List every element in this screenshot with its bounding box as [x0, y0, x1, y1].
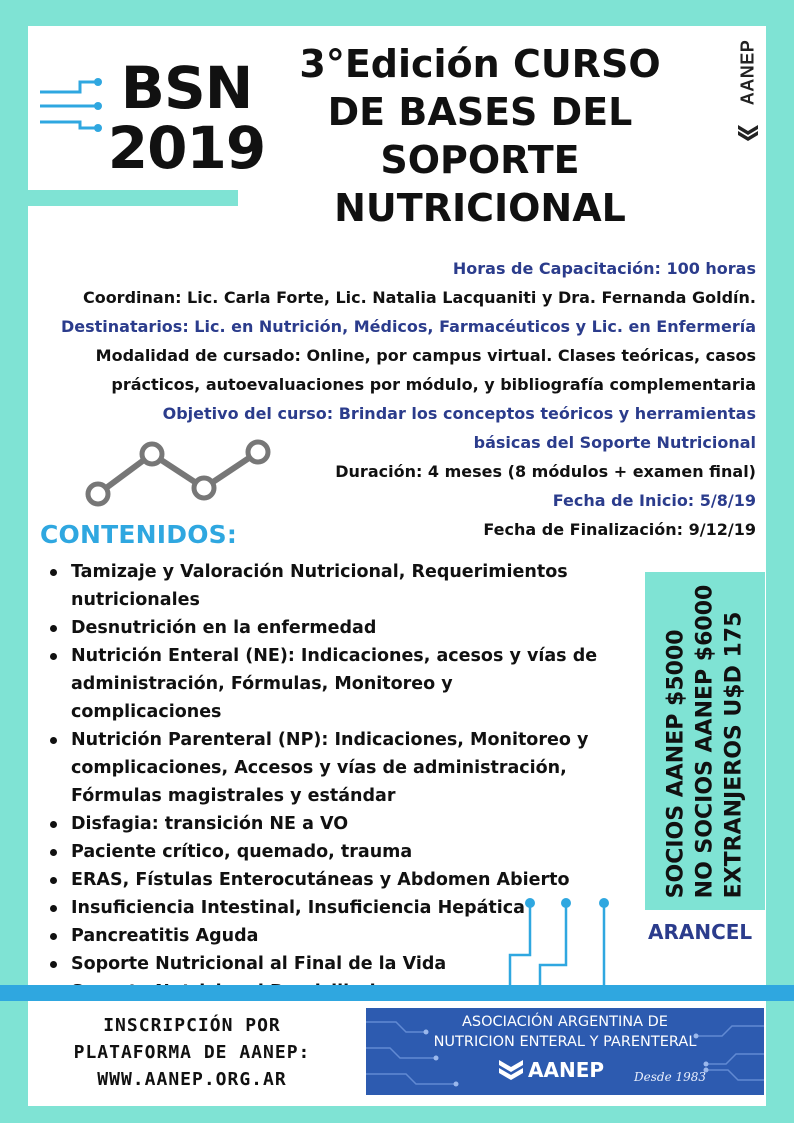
aanep-side-logo	[730, 26, 766, 151]
circuit-decoration	[500, 895, 640, 987]
price-non-members: NO SOCIOS AANEP $6000	[692, 584, 718, 898]
association-name-line-2: NUTRICION ENTERAL Y PARENTERAL	[433, 1034, 697, 1050]
aanep-logo	[498, 1058, 604, 1082]
objective-text-1: Objetivo del curso: Brindar los conceptos teóricos y herramientas	[162, 404, 756, 423]
teal-accent-bar	[28, 190, 238, 206]
bsn-label: BSN	[120, 54, 253, 122]
aanep-side-label: AANEP	[737, 39, 758, 106]
duration-text: Duración: 4 meses (8 módulos + examen final)	[335, 462, 756, 481]
price-foreigners: EXTRANJEROS U$D 175	[721, 611, 747, 898]
title-line-2: DE BASES DEL	[327, 90, 633, 134]
price-list	[645, 572, 765, 910]
registration-url: WWW.AANEP.ORG.AR	[97, 1069, 287, 1090]
list-item: Desnutrición en la enfermedad	[48, 614, 608, 642]
list-item: Pancreatitis Aguda	[48, 922, 608, 950]
chevron-logo-icon	[736, 121, 760, 141]
registration-line-1: INSCRIPCIÓN POR	[103, 1015, 281, 1036]
list-item: ERAS, Fístulas Enterocutáneas y Abdomen Abierto	[48, 866, 608, 894]
bsn-year-heading	[104, 54, 269, 182]
bottom-accent-bar	[0, 985, 794, 1001]
course-title	[270, 40, 690, 232]
start-date-text: Fecha de Inicio: 5/8/19	[552, 491, 756, 510]
association-logo-banner	[366, 1008, 764, 1095]
list-item: Paciente crítico, quemado, trauma	[48, 838, 608, 866]
registration-line-2: PLATAFORMA DE AANEP:	[73, 1042, 311, 1063]
title-line-4: NUTRICIONAL	[334, 186, 626, 230]
founded-text: Desde 1983	[634, 1070, 707, 1084]
objective-text-2: básicas del Soporte Nutricional	[473, 433, 756, 452]
aanep-logo-text: AANEP	[528, 1058, 605, 1082]
contents-heading: CONTENIDOS:	[40, 520, 238, 549]
end-date-text: Fecha de Finalización: 9/12/19	[483, 520, 756, 539]
year-label: 2019	[107, 114, 266, 182]
association-name-line-1: ASOCIACIÓN ARGENTINA DE	[462, 1014, 668, 1030]
fee-label: ARANCEL	[648, 920, 753, 944]
title-line-1: 3°Edición CURSO	[299, 42, 661, 86]
list-item: Nutrición Parenteral (NP): Indicaciones, Monitoreo y complicaciones, Accesos y vías de administración, Fórmulas magistrales y estándar	[48, 726, 608, 810]
modality-text-1: Modalidad de cursado: Online, por campus virtual. Clases teóricas, casos	[95, 346, 756, 365]
coordinators-text: Coordinan: Lic. Carla Forte, Lic. Natalia Lacquaniti y Dra. Fernanda Goldín.	[82, 288, 756, 307]
line-graph-icon	[80, 438, 280, 508]
list-item: Insuficiencia Intestinal, Insuficiencia Hepática	[48, 894, 608, 922]
list-item: Tamizaje y Valoración Nutricional, Requerimientos nutricionales	[48, 558, 608, 614]
circuit-lines-decoration	[40, 70, 110, 140]
list-item: Disfagia: transición NE a VO	[48, 810, 608, 838]
title-line-3: SOPORTE	[380, 138, 580, 182]
list-item: Soporte Nutricional al Final de la Vida	[48, 950, 608, 978]
audience-text: Destinatarios: Lic. en Nutrición, Médicos, Farmacéuticos y Lic. en Enfermería	[61, 317, 756, 336]
registration-info	[32, 1012, 352, 1093]
chevron-logo-icon	[498, 1058, 524, 1082]
hours-text: Horas de Capacitación: 100 horas	[452, 259, 756, 278]
modality-text-2: prácticos, autoevaluaciones por módulo, y bibliografía complementaria	[111, 375, 756, 394]
list-item: Nutrición Enteral (NE): Indicaciones, acesos y vías de administración, Fórmulas, Monitoreo y complicaciones	[48, 642, 608, 726]
price-members: SOCIOS AANEP $5000	[663, 628, 689, 898]
